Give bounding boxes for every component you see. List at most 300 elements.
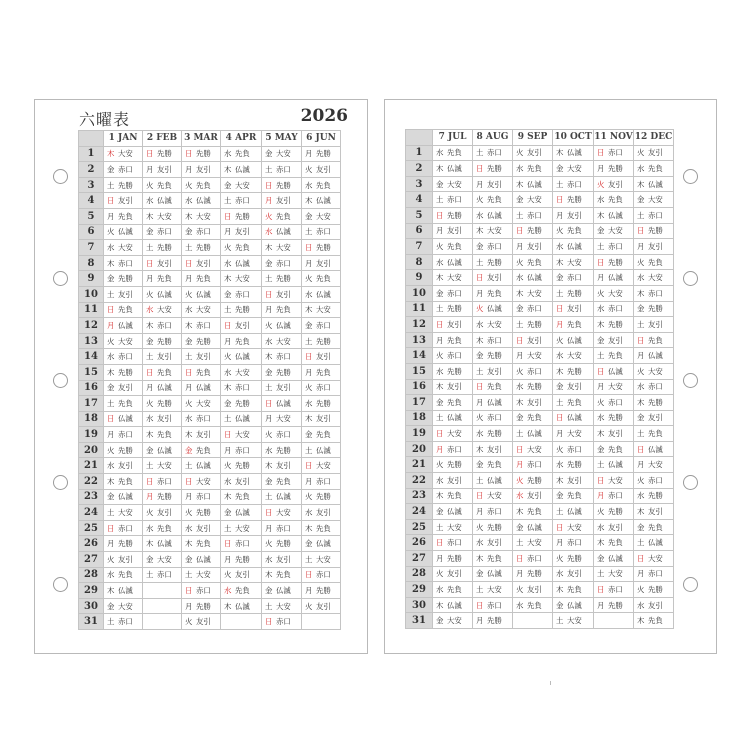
rokuyo-label: 先勝	[316, 586, 331, 596]
day-cell	[473, 551, 513, 567]
rokuyo-label: 先負	[316, 274, 331, 284]
weekday-label: 月	[556, 538, 564, 548]
weekday-label: 水	[637, 163, 645, 173]
day-cell	[262, 567, 302, 583]
day-cell	[513, 348, 553, 364]
rokuyo-label: 仏滅	[118, 227, 133, 237]
rokuyo-label: 仏滅	[567, 413, 582, 423]
table-row	[79, 567, 341, 583]
weekday-label: 水	[224, 149, 232, 159]
table-row	[79, 302, 341, 318]
rokuyo-label: 先負	[118, 211, 133, 221]
table-row	[406, 519, 674, 535]
weekday-label: 月	[637, 569, 645, 579]
day-number: 9	[406, 270, 433, 286]
weekday-label: 月	[476, 616, 484, 626]
weekday-label: 土	[556, 507, 564, 517]
weekday-label: 火	[224, 242, 232, 252]
weekday-label: 金	[556, 600, 564, 610]
rokuyo-label: 大安	[235, 274, 250, 284]
rokuyo-label: 友引	[316, 508, 331, 518]
day-number: 21	[79, 458, 104, 474]
weekday-label: 水	[305, 398, 313, 408]
day-cell	[143, 162, 182, 178]
header-corner	[79, 131, 104, 147]
rokuyo-label: 大安	[235, 523, 250, 533]
weekday-label: 月	[224, 554, 232, 564]
weekday-label: 土	[305, 554, 313, 564]
day-cell	[262, 302, 302, 318]
weekday-label: 木	[556, 585, 564, 595]
weekday-label: 水	[597, 413, 605, 423]
table-row	[406, 379, 674, 395]
rokuyo-label: 先負	[196, 274, 211, 284]
rokuyo-label: 仏滅	[447, 413, 462, 423]
day-cell	[594, 395, 634, 411]
weekday-label: 日	[556, 195, 564, 205]
rokuyo-label: 仏滅	[567, 148, 582, 158]
table-row	[79, 286, 341, 302]
rokuyo-label: 仏滅	[608, 460, 623, 470]
day-number: 6	[406, 223, 433, 239]
day-number: 27	[406, 551, 433, 567]
rokuyo-label: 仏滅	[196, 289, 211, 299]
weekday-label: 月	[436, 335, 444, 345]
rokuyo-label: 先負	[608, 351, 623, 361]
day-cell	[473, 348, 513, 364]
rokuyo-label: 先負	[157, 274, 172, 284]
weekday-label: 火	[224, 352, 232, 362]
day-cell	[182, 349, 221, 365]
day-cell	[302, 411, 341, 427]
weekday-label: 金	[476, 241, 484, 251]
day-number: 14	[79, 349, 104, 365]
weekday-label: 火	[516, 475, 524, 485]
binder-hole	[53, 271, 68, 286]
day-cell	[594, 410, 634, 426]
weekday-label: 木	[107, 149, 115, 159]
rokuyo-label: 先負	[567, 491, 582, 501]
weekday-label: 火	[556, 335, 564, 345]
day-cell	[473, 145, 513, 161]
weekday-label: 月	[476, 288, 484, 298]
rokuyo-label: 友引	[527, 148, 542, 158]
day-number: 2	[406, 161, 433, 177]
day-cell	[594, 363, 634, 379]
day-cell	[473, 597, 513, 613]
day-cell	[221, 614, 262, 630]
weekday-label: 火	[637, 366, 645, 376]
day-cell	[594, 597, 634, 613]
rokuyo-label: 大安	[567, 616, 582, 626]
day-cell	[143, 489, 182, 505]
rokuyo-label: 赤口	[316, 227, 331, 237]
day-cell	[182, 224, 221, 240]
rokuyo-label: 先勝	[316, 242, 331, 252]
rokuyo-label: 先負	[567, 226, 582, 236]
day-cell	[182, 255, 221, 271]
day-number: 28	[406, 566, 433, 582]
weekday-label: 月	[637, 351, 645, 361]
day-cell	[473, 254, 513, 270]
day-cell	[221, 474, 262, 490]
table-row	[79, 193, 341, 209]
rokuyo-label: 先勝	[316, 336, 331, 346]
day-cell	[634, 395, 674, 411]
day-cell	[433, 207, 473, 223]
day-cell	[553, 597, 594, 613]
weekday-label: 日	[556, 522, 564, 532]
weekday-label: 火	[107, 445, 115, 455]
binder-hole	[683, 169, 698, 184]
table-row	[79, 489, 341, 505]
day-cell	[433, 395, 473, 411]
rokuyo-label: 先勝	[118, 445, 133, 455]
day-cell	[513, 285, 553, 301]
rokuyo-label: 友引	[316, 164, 331, 174]
day-cell	[513, 426, 553, 442]
day-cell	[594, 332, 634, 348]
day-number: 1	[406, 145, 433, 161]
day-number: 11	[79, 302, 104, 318]
day-cell	[302, 318, 341, 334]
day-cell	[433, 535, 473, 551]
rokuyo-label: 友引	[157, 352, 172, 362]
table-row	[406, 363, 674, 379]
day-cell	[433, 317, 473, 333]
rokuyo-label: 先勝	[567, 553, 582, 563]
weekday-label: 木	[224, 383, 232, 393]
rokuyo-label: 大安	[567, 522, 582, 532]
rokuyo-label: 友引	[157, 164, 172, 174]
weekday-label: 月	[556, 319, 564, 329]
day-cell	[104, 162, 143, 178]
rokuyo-label: 先負	[276, 305, 291, 315]
month-header: 12 DEC	[634, 130, 674, 146]
weekday-label: 月	[265, 414, 273, 424]
weekday-label: 木	[224, 601, 232, 611]
rokuyo-label: 先勝	[608, 163, 623, 173]
table-row	[79, 349, 341, 365]
day-cell	[104, 271, 143, 287]
binder-hole	[683, 271, 698, 286]
day-cell	[221, 349, 262, 365]
weekday-label: 水	[265, 227, 273, 237]
month-header: 11 NOV	[594, 130, 634, 146]
day-cell	[143, 364, 182, 380]
rokuyo-label: 仏滅	[648, 444, 663, 454]
weekday-label: 水	[265, 336, 273, 346]
weekday-label: 土	[436, 522, 444, 532]
rokuyo-label: 友引	[316, 352, 331, 362]
rokuyo-label: 先勝	[608, 413, 623, 423]
day-number: 31	[79, 614, 104, 630]
day-cell	[473, 317, 513, 333]
weekday-label: 金	[556, 382, 564, 392]
day-number: 8	[406, 254, 433, 270]
day-cell	[473, 473, 513, 489]
weekday-label: 月	[516, 569, 524, 579]
day-cell	[143, 286, 182, 302]
weekday-label: 火	[476, 195, 484, 205]
weekday-label: 土	[436, 413, 444, 423]
rokuyo-label: 先負	[316, 367, 331, 377]
day-cell	[302, 177, 341, 193]
day-cell	[513, 535, 553, 551]
day-number: 12	[79, 318, 104, 334]
day-number: 2	[79, 162, 104, 178]
day-cell	[433, 332, 473, 348]
weekday-label: 金	[107, 492, 115, 502]
rokuyo-label: 大安	[196, 211, 211, 221]
day-cell	[143, 193, 182, 209]
rokuyo-label: 先勝	[487, 616, 502, 626]
rokuyo-label: 友引	[527, 335, 542, 345]
weekday-label: 木	[107, 367, 115, 377]
day-cell	[221, 536, 262, 552]
rokuyo-label: 仏滅	[157, 539, 172, 549]
rokuyo-label: 赤口	[196, 492, 211, 502]
weekday-label: 日	[224, 430, 232, 440]
day-cell	[553, 254, 594, 270]
rokuyo-label: 先負	[447, 148, 462, 158]
weekday-label: 金	[146, 554, 154, 564]
rokuyo-label: 先勝	[648, 491, 663, 501]
day-cell	[182, 520, 221, 536]
day-cell	[594, 504, 634, 520]
weekday-label: 木	[224, 492, 232, 502]
weekday-label: 日	[516, 444, 524, 454]
day-cell	[182, 458, 221, 474]
rokuyo-label: 大安	[196, 476, 211, 486]
weekday-label: 金	[224, 289, 232, 299]
rokuyo-label: 先負	[487, 288, 502, 298]
weekday-label: 火	[597, 179, 605, 189]
weekday-label: 日	[556, 413, 564, 423]
day-cell	[302, 302, 341, 318]
table-row	[79, 318, 341, 334]
rokuyo-label: 大安	[487, 585, 502, 595]
rokuyo-label: 赤口	[648, 382, 663, 392]
weekday-label: 土	[265, 383, 273, 393]
day-cell	[221, 427, 262, 443]
day-cell	[302, 614, 341, 630]
rokuyo-label: 仏滅	[235, 508, 250, 518]
rokuyo-label: 仏滅	[567, 241, 582, 251]
rokuyo-label: 先勝	[316, 398, 331, 408]
day-number: 23	[79, 489, 104, 505]
day-cell	[221, 552, 262, 568]
day-cell	[473, 176, 513, 192]
rokuyo-label: 大安	[447, 179, 462, 189]
day-cell	[143, 505, 182, 521]
weekday-label: 火	[185, 508, 193, 518]
rokuyo-label: 赤口	[276, 258, 291, 268]
rokuyo-label: 先負	[567, 319, 582, 329]
weekday-label: 木	[185, 539, 193, 549]
day-cell	[433, 582, 473, 598]
weekday-label: 火	[107, 336, 115, 346]
weekday-label: 水	[146, 523, 154, 533]
day-cell	[473, 192, 513, 208]
rokuyo-label: 先負	[118, 305, 133, 315]
rokuyo-label: 大安	[567, 429, 582, 439]
rokuyo-label: 赤口	[316, 383, 331, 393]
day-cell	[182, 193, 221, 209]
rokuyo-label: 大安	[487, 226, 502, 236]
day-cell	[104, 333, 143, 349]
day-cell	[104, 411, 143, 427]
day-cell	[433, 176, 473, 192]
table-row	[79, 146, 341, 162]
day-cell	[104, 224, 143, 240]
day-cell	[433, 566, 473, 582]
day-cell	[143, 442, 182, 458]
table-row	[406, 551, 674, 567]
day-cell	[143, 240, 182, 256]
rokuyo-label: 先勝	[276, 539, 291, 549]
rokuyo-label: 仏滅	[487, 569, 502, 579]
weekday-label: 月	[516, 351, 524, 361]
rokuyo-label: 大安	[276, 414, 291, 424]
day-cell	[594, 317, 634, 333]
weekday-label: 木	[556, 257, 564, 267]
weekday-label: 火	[637, 257, 645, 267]
weekday-label: 日	[436, 319, 444, 329]
rokuyo-label: 赤口	[316, 476, 331, 486]
rokuyo-label: 友引	[235, 227, 250, 237]
weekday-label: 金	[265, 258, 273, 268]
rokuyo-label: 仏滅	[276, 586, 291, 596]
weekday-label: 火	[146, 289, 154, 299]
day-cell	[513, 270, 553, 286]
rokuyo-label: 先負	[118, 476, 133, 486]
rokuyo-label: 仏滅	[316, 196, 331, 206]
weekday-label: 火	[516, 148, 524, 158]
rokuyo-label: 友引	[527, 491, 542, 501]
day-cell	[553, 207, 594, 223]
rokuyo-label: 仏滅	[196, 554, 211, 564]
rokuyo-label: 先負	[608, 195, 623, 205]
day-cell	[594, 192, 634, 208]
rokuyo-label: 赤口	[276, 352, 291, 362]
day-cell	[104, 474, 143, 490]
day-cell	[143, 536, 182, 552]
weekday-label: 火	[146, 508, 154, 518]
rokuyo-label: 先勝	[608, 319, 623, 329]
rokuyo-label: 先勝	[235, 461, 250, 471]
rokuyo-label: 友引	[235, 570, 250, 580]
weekday-label: 月	[146, 383, 154, 393]
binder-hole	[53, 169, 68, 184]
day-cell	[262, 193, 302, 209]
day-cell	[104, 427, 143, 443]
day-cell	[182, 177, 221, 193]
weekday-label: 土	[556, 179, 564, 189]
day-cell	[634, 535, 674, 551]
rokuyo-label: 友引	[648, 413, 663, 423]
table-row	[406, 613, 674, 629]
weekday-label: 月	[305, 367, 313, 377]
day-cell	[262, 458, 302, 474]
weekday-label: 木	[476, 444, 484, 454]
day-cell	[553, 239, 594, 255]
rokuyo-label: 大安	[316, 211, 331, 221]
weekday-label: 木	[637, 507, 645, 517]
rokuyo-label: 友引	[316, 414, 331, 424]
weekday-label: 月	[556, 429, 564, 439]
weekday-label: 日	[146, 367, 154, 377]
day-cell	[262, 255, 302, 271]
rokuyo-label: 先勝	[157, 398, 172, 408]
weekday-label: 火	[556, 226, 564, 236]
weekday-label: 木	[107, 586, 115, 596]
rokuyo-label: 先負	[118, 398, 133, 408]
day-cell	[302, 552, 341, 568]
weekday-label: 金	[516, 195, 524, 205]
day-cell	[182, 583, 221, 599]
weekday-label: 火	[224, 461, 232, 471]
day-cell	[513, 613, 553, 629]
day-cell	[634, 254, 674, 270]
weekday-label: 火	[107, 554, 115, 564]
weekday-label: 金	[637, 522, 645, 532]
rokuyo-label: 友引	[316, 258, 331, 268]
day-cell	[302, 474, 341, 490]
weekday-label: 土	[637, 319, 645, 329]
day-cell	[553, 410, 594, 426]
weekday-label: 火	[436, 351, 444, 361]
weekday-label: 金	[305, 211, 313, 221]
weekday-label: 土	[265, 492, 273, 502]
calendar-page-right	[384, 99, 717, 654]
rokuyo-label: 大安	[527, 538, 542, 548]
rokuyo-label: 先勝	[276, 274, 291, 284]
rokuyo-label: 赤口	[608, 304, 623, 314]
weekday-label: 日	[305, 352, 313, 362]
rokuyo-label: 友引	[276, 383, 291, 393]
day-cell	[513, 597, 553, 613]
day-cell	[262, 442, 302, 458]
day-cell	[143, 146, 182, 162]
weekday-label: 水	[185, 305, 193, 315]
rokuyo-label: 友引	[157, 414, 172, 424]
rokuyo-label: 先勝	[157, 336, 172, 346]
weekday-label: 日	[305, 242, 313, 252]
day-cell	[594, 566, 634, 582]
rokuyo-label: 先負	[487, 460, 502, 470]
weekday-label: 火	[146, 398, 154, 408]
weekday-label: 月	[436, 553, 444, 563]
rokuyo-label: 先負	[157, 180, 172, 190]
weekday-label: 土	[476, 366, 484, 376]
rokuyo-label: 仏滅	[447, 163, 462, 173]
day-number: 25	[406, 519, 433, 535]
table-row	[406, 597, 674, 613]
rokuyo-label: 友引	[196, 164, 211, 174]
weekday-label: 木	[305, 305, 313, 315]
weekday-label: 月	[305, 149, 313, 159]
rokuyo-label: 友引	[276, 554, 291, 564]
table-row	[79, 208, 341, 224]
weekday-label: 月	[305, 476, 313, 486]
weekday-label: 土	[597, 241, 605, 251]
weekday-label: 日	[637, 226, 645, 236]
rokuyo-label: 友引	[567, 569, 582, 579]
day-cell	[221, 505, 262, 521]
weekday-label: 木	[476, 553, 484, 563]
weekday-label: 水	[476, 429, 484, 439]
